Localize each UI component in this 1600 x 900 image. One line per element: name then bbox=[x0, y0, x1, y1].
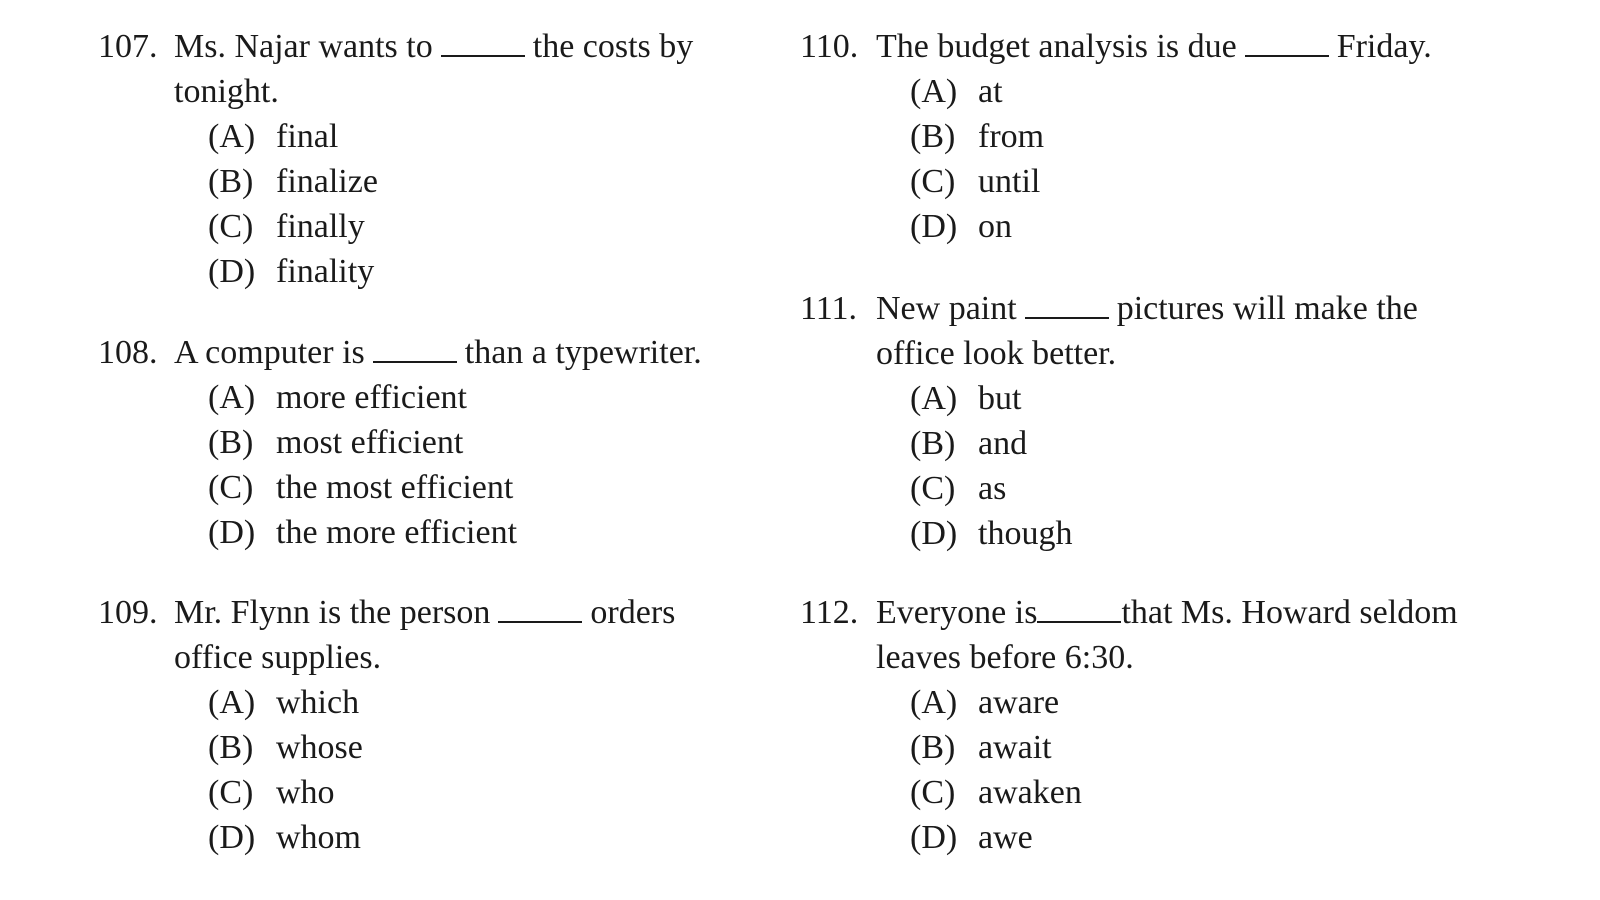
option-text: aware bbox=[978, 684, 1060, 721]
question-stem bbox=[98, 590, 675, 635]
option-c[interactable] bbox=[208, 770, 675, 815]
question-number: 110. bbox=[800, 28, 859, 65]
option-b[interactable] bbox=[208, 159, 693, 204]
option-letter: (B) bbox=[208, 424, 254, 461]
option-letter: (B) bbox=[208, 163, 254, 200]
option-a[interactable] bbox=[208, 375, 702, 420]
stem-after-blank: than a typewriter. bbox=[464, 334, 702, 371]
option-letter: (A) bbox=[910, 380, 958, 417]
option-letter: (C) bbox=[910, 163, 956, 200]
option-text: awaken bbox=[978, 774, 1082, 811]
option-letter: (A) bbox=[910, 73, 958, 110]
option-text: the most efficient bbox=[276, 469, 514, 506]
answer-blank bbox=[1245, 29, 1329, 57]
option-text: at bbox=[978, 73, 1003, 110]
answer-blank bbox=[1025, 291, 1109, 319]
answer-options bbox=[98, 114, 693, 294]
option-letter: (C) bbox=[208, 774, 254, 811]
option-letter: (D) bbox=[910, 515, 958, 552]
question-stem bbox=[800, 24, 1432, 69]
option-c[interactable] bbox=[910, 466, 1418, 511]
option-d[interactable] bbox=[208, 249, 693, 294]
question-number: 108. bbox=[98, 334, 158, 371]
stem-before-blank: Mr. Flynn is the person bbox=[174, 594, 491, 631]
option-c[interactable] bbox=[208, 204, 693, 249]
option-c[interactable] bbox=[910, 159, 1432, 204]
answer-options bbox=[98, 375, 702, 555]
option-text: awe bbox=[978, 819, 1033, 856]
option-text: and bbox=[978, 425, 1028, 462]
option-letter: (D) bbox=[208, 819, 256, 856]
option-c[interactable] bbox=[208, 465, 702, 510]
question-107 bbox=[98, 24, 693, 294]
option-d[interactable] bbox=[910, 511, 1418, 556]
stem-after-blank: the costs by bbox=[532, 28, 694, 65]
option-b[interactable] bbox=[910, 725, 1458, 770]
question-109 bbox=[98, 590, 675, 860]
stem-after-blank: pictures will make the bbox=[1116, 290, 1418, 327]
option-text: which bbox=[276, 684, 360, 721]
option-letter: (B) bbox=[910, 118, 956, 155]
option-letter: (B) bbox=[910, 729, 956, 766]
question-111 bbox=[800, 286, 1418, 556]
question-stem bbox=[800, 286, 1418, 331]
stem-after-blank: orders bbox=[590, 594, 676, 631]
stem-continuation: leaves before 6:30. bbox=[876, 639, 1134, 676]
option-a[interactable] bbox=[208, 114, 693, 159]
option-text: from bbox=[978, 118, 1045, 155]
option-text: finally bbox=[276, 208, 365, 245]
option-letter: (C) bbox=[208, 208, 254, 245]
stem-before-blank: Everyone is bbox=[876, 594, 1038, 631]
option-a[interactable] bbox=[910, 376, 1418, 421]
option-letter: (D) bbox=[910, 819, 958, 856]
option-text: though bbox=[978, 515, 1073, 552]
option-letter: (A) bbox=[910, 684, 958, 721]
option-c[interactable] bbox=[910, 770, 1458, 815]
option-text: finality bbox=[276, 253, 375, 290]
option-letter: (D) bbox=[208, 253, 256, 290]
option-text: as bbox=[978, 470, 1007, 507]
stem-continuation: office look better. bbox=[876, 335, 1117, 372]
option-b[interactable] bbox=[208, 420, 702, 465]
option-d[interactable] bbox=[910, 815, 1458, 860]
option-letter: (B) bbox=[208, 729, 254, 766]
stem-before-blank: Ms. Najar wants to bbox=[174, 28, 433, 65]
option-text: whom bbox=[276, 819, 361, 856]
option-a[interactable] bbox=[910, 680, 1458, 725]
option-letter: (A) bbox=[208, 684, 256, 721]
option-b[interactable] bbox=[208, 725, 675, 770]
stem-before-blank: The budget analysis is due bbox=[876, 28, 1237, 65]
option-d[interactable] bbox=[208, 510, 702, 555]
option-text: the more efficient bbox=[276, 514, 518, 551]
answer-blank bbox=[373, 335, 457, 363]
option-text: whose bbox=[276, 729, 363, 766]
answer-options bbox=[800, 69, 1432, 249]
answer-options bbox=[800, 376, 1418, 556]
option-text: but bbox=[978, 380, 1022, 417]
option-text: finalize bbox=[276, 163, 378, 200]
question-stem bbox=[800, 590, 1458, 635]
stem-after-blank: that Ms. Howard seldom bbox=[1121, 594, 1458, 631]
question-108 bbox=[98, 330, 702, 555]
question-stem bbox=[98, 330, 702, 375]
answer-options bbox=[98, 680, 675, 860]
question-number: 107. bbox=[98, 28, 158, 65]
stem-before-blank: A computer is bbox=[174, 334, 365, 371]
option-text: most efficient bbox=[276, 424, 464, 461]
option-text: until bbox=[978, 163, 1041, 200]
option-b[interactable] bbox=[910, 421, 1418, 466]
option-letter: (D) bbox=[910, 208, 958, 245]
option-text: who bbox=[276, 774, 335, 811]
option-letter: (B) bbox=[910, 425, 956, 462]
question-110 bbox=[800, 24, 1432, 249]
question-stem bbox=[98, 24, 693, 69]
stem-after-blank: Friday. bbox=[1336, 28, 1432, 65]
option-a[interactable] bbox=[208, 680, 675, 725]
option-b[interactable] bbox=[910, 114, 1432, 159]
answer-blank bbox=[498, 595, 582, 623]
option-text: more efficient bbox=[276, 379, 468, 416]
option-letter: (C) bbox=[208, 469, 254, 506]
option-d[interactable] bbox=[208, 815, 675, 860]
option-letter: (C) bbox=[910, 774, 956, 811]
option-letter: (A) bbox=[208, 379, 256, 416]
stem-before-blank: New paint bbox=[876, 290, 1017, 327]
option-text: final bbox=[276, 118, 339, 155]
answer-blank bbox=[441, 29, 525, 57]
stem-continuation: office supplies. bbox=[174, 639, 382, 676]
option-letter: (D) bbox=[208, 514, 256, 551]
question-number: 109. bbox=[98, 594, 158, 631]
answer-blank bbox=[1037, 595, 1121, 623]
option-text: on bbox=[978, 208, 1012, 245]
stem-continuation: tonight. bbox=[174, 73, 279, 110]
answer-options bbox=[800, 680, 1458, 860]
question-112 bbox=[800, 590, 1458, 860]
option-letter: (A) bbox=[208, 118, 256, 155]
question-number: 112. bbox=[800, 594, 859, 631]
option-text: await bbox=[978, 729, 1052, 766]
option-letter: (C) bbox=[910, 470, 956, 507]
question-number: 111. bbox=[800, 290, 857, 327]
option-a[interactable] bbox=[910, 69, 1432, 114]
option-d[interactable] bbox=[910, 204, 1432, 249]
